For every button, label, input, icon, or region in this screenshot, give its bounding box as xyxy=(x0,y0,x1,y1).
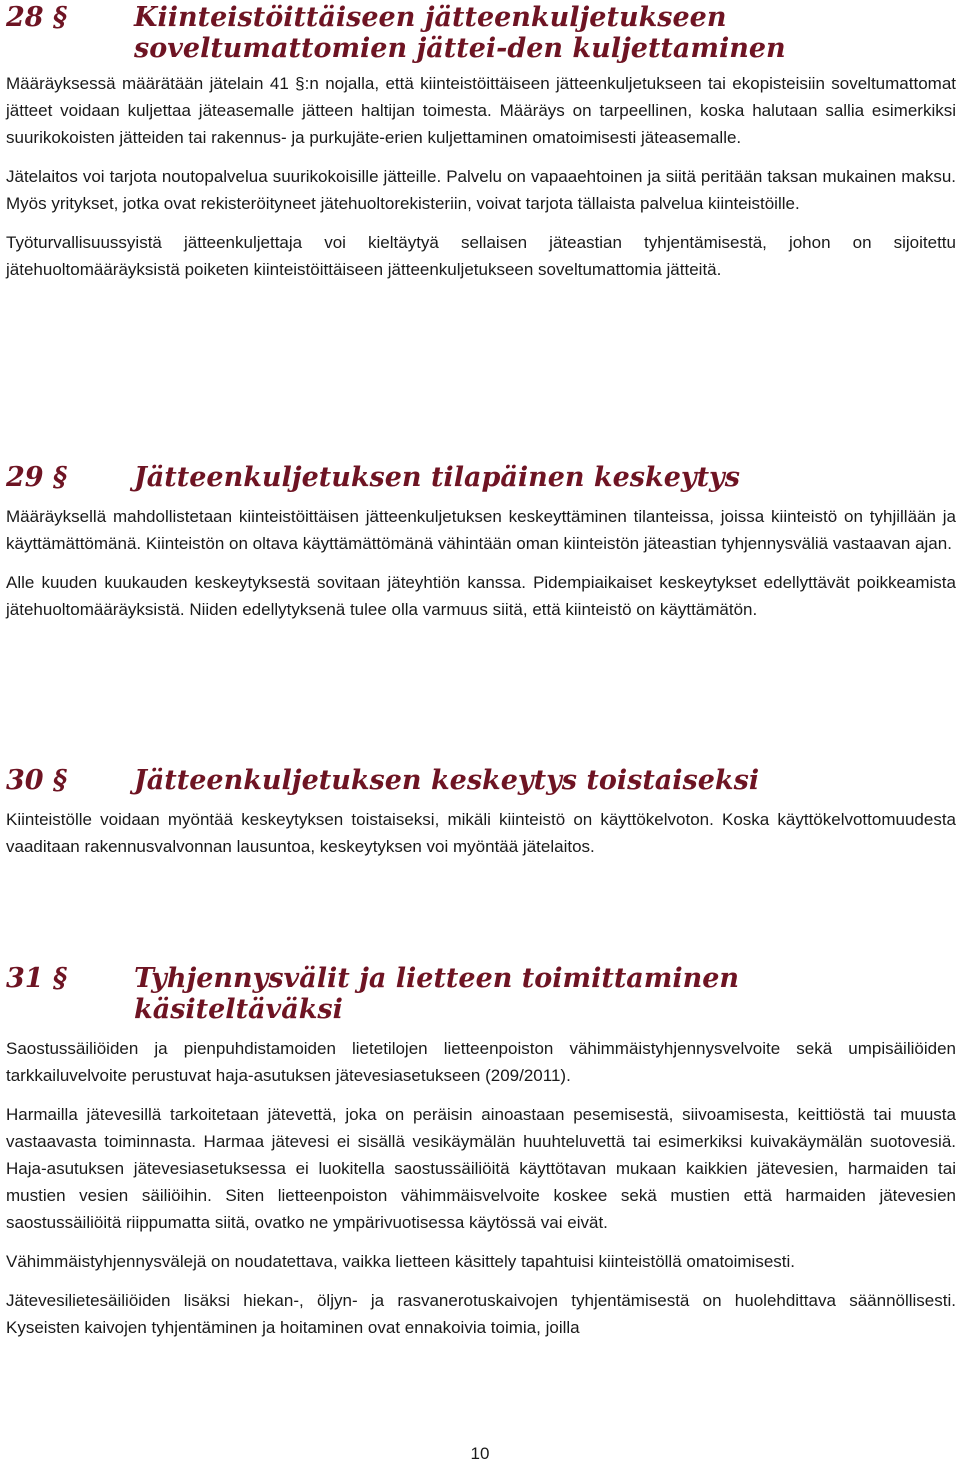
section-number: 31 § xyxy=(6,963,68,994)
section-title: Jätteenkuljetuksen keskeytys toistaiseksi xyxy=(134,765,760,796)
section-title: Kiinteistöittäiseen jätteenkuljetukseen soveltumattomien jättei-den kuljettaminen xyxy=(134,2,786,64)
paragraph: Työturvallisuussyistä jätteenkuljettaja voi kieltäytyä sellaisen jäteastian tyhjentämisestä, johon on sijoitettu jätehuoltomääräyksistä poiketen kiinteistöittäiseen jätteenkuljetukseen soveltumattomia jätteitä. xyxy=(6,233,956,279)
paragraph: Harmailla jätevesillä tarkoitetaan jätevettä, joka on peräisin ainoastaan pesemisestä, siivoamisesta, keittiöstä tai muusta vastaavasta toiminnasta. Harmaa jätevesi ei sisällä vesikäymälän huuhteluvettä tai esimerkiksi kuivakäymälän suotovesiä. Haja-asutuksen jätevesiasetuksessa ei luokitella saostussäiliöitä käyttötavan mukaan kaikkien jätevesien, harmaiden tai mustien vesien säiliöihin. Siten lietteenpoiston vähimmäisvelvoite koskee sekä mustien että harmaiden jätevesien saostussäiliöitä riippumatta siitä, ovatko ne ympärivuotisessa käytössä vai eivät. xyxy=(6,1105,956,1232)
paragraph: Saostussäiliöiden ja pienpuhdistamoiden lietetilojen lietteenpoiston vähimmäistyhjennysvelvoite sekä umpisäiliöiden tarkkailuvelvoite perustuvat haja-asutuksen jätevesiasetukseen (209/2011). xyxy=(6,1039,956,1085)
page-number: 10 xyxy=(470,1444,490,1463)
paragraph: Määräyksellä mahdollistetaan kiinteistöittäisen jätteenkuljetuksen keskeyttäminen tilanteissa, joissa kiinteistö on tyhjillään ja käyttämättömänä. Kiinteistön on oltava käyttämättömänä vähintään oman kiinteistön jäteastian tyhjennysväliä vastaavan ajan. xyxy=(6,507,956,553)
section-heading xyxy=(6,963,956,1025)
section-30 xyxy=(6,765,956,860)
paragraph: Alle kuuden kuukauden keskeytyksestä sovitaan jäteyhtiön kanssa. Pidempiaikaiset keskeytykset edellyttävät poikkeamista jätehuoltomääräyksistä. Niiden edellytyksenä tulee olla varmuus siitä, että kiinteistö on käyttämätön. xyxy=(6,573,956,619)
section-number: 29 § xyxy=(6,462,68,493)
section-heading xyxy=(6,765,956,796)
section-31 xyxy=(6,963,956,1341)
section-heading xyxy=(6,0,956,64)
section-29 xyxy=(6,462,956,623)
paragraph: Vähimmäistyhjennysvälejä on noudatettava, vaikka lietteen käsittely tapahtuisi kiinteistöllä omatoimisesti. xyxy=(6,1252,796,1271)
section-number: 28 § xyxy=(6,2,68,33)
section-28 xyxy=(6,0,956,283)
paragraph: Kiinteistölle voidaan myöntää keskeytyksen toistaiseksi, mikäli kiinteistö on käyttökelvoton. Koska käyttökelvottomuudesta vaaditaan rakennusvalvonnan lausuntoa, keskeytyksen voi myöntää jätelaitos. xyxy=(6,810,956,856)
paragraph: Jätelaitos voi tarjota noutopalvelua suurikokoisille jätteille. Palvelu on vapaaehtoinen ja siitä peritään taksan mukainen maksu. Myös yritykset, jotka ovat rekisteröityneet jätehuoltorekisteriin, voivat tarjota tällaista palvelua kiinteistöille. xyxy=(6,167,956,213)
section-title: Tyhjennysvälit ja lietteen toimittaminen käsiteltäväksi xyxy=(134,963,740,1025)
section-number: 30 § xyxy=(6,765,68,796)
paragraph: Jätevesilietesäiliöiden lisäksi hiekan-, öljyn- ja rasvanerotuskaivojen tyhjentämisestä on huolehdittava säännöllisesti. Kyseisten kaivojen tyhjentäminen ja hoitaminen ovat ennakoivia toimia, joilla xyxy=(6,1291,956,1337)
paragraph: Määräyksessä määrätään jätelain 41 §:n nojalla, että kiinteistöittäiseen jätteenkuljetukseen tai ekopisteisiin soveltumattomat jätteet voidaan kuljettaa jäteasemalle jätteen haltijan toimesta. Määräys on tarpeellinen, koska halutaan sallia esimerkiksi suurikokoisten jätteiden tai rakennus- ja purkujäte-erien kuljettaminen omatoimisesti jäteasemalle. xyxy=(6,74,956,147)
section-heading xyxy=(6,462,956,493)
section-title: Jätteenkuljetuksen tilapäinen keskeytys xyxy=(134,462,740,493)
